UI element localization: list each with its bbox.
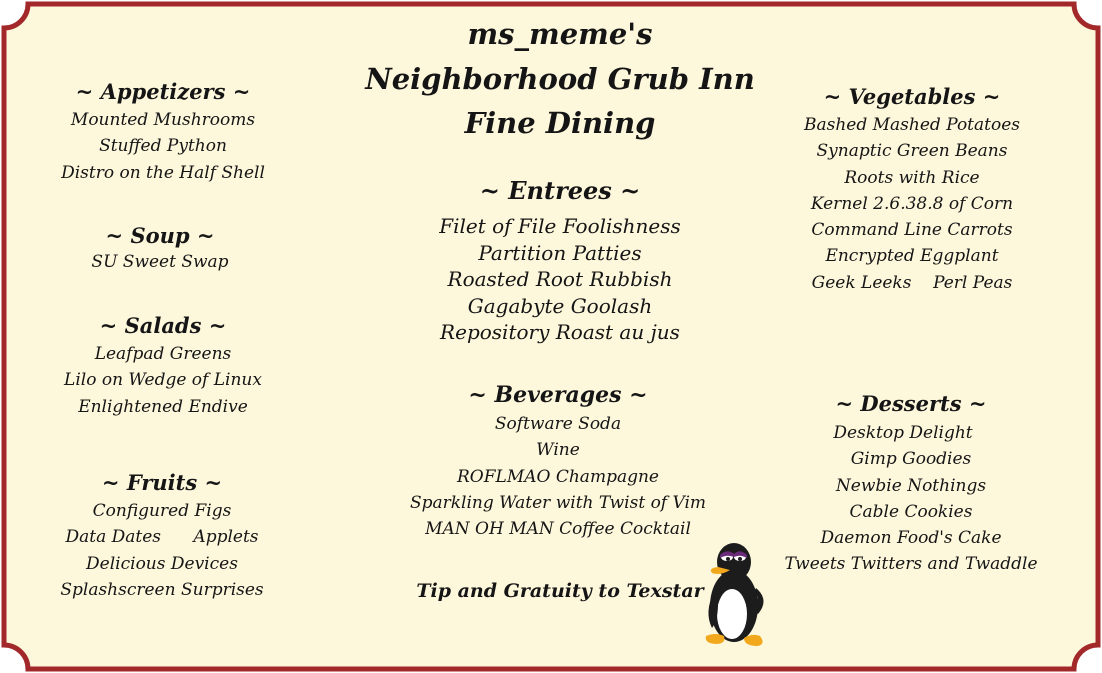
list-item: Roots with Rice	[844, 167, 980, 188]
list-item: Geek Leeks Perl Peas	[811, 272, 1013, 293]
salads-heading: ~ Salads ~	[99, 313, 227, 338]
title-line-1: ms_meme's	[467, 17, 653, 51]
list-item: Lilo on Wedge of Linux	[64, 370, 262, 391]
list-item: Stuffed Python	[99, 136, 227, 157]
fruits-list	[60, 498, 263, 603]
list-item: Kernel 2.6.38.8 of Corn	[810, 193, 1014, 214]
list-item: Leafpad Greens	[94, 344, 232, 364]
title-line-3: Fine Dining	[464, 106, 656, 140]
list-item: Daemon Food's Cake	[820, 528, 1002, 549]
tip-text: Tip and Gratuity to Texstar	[416, 580, 704, 602]
list-item: Desktop Delight	[833, 423, 973, 443]
soup-heading: ~ Soup ~	[105, 223, 215, 248]
list-item: Splashscreen Surprises	[60, 579, 264, 600]
list-item: MAN OH MAN Coffee Cocktail	[425, 519, 691, 540]
list-item: Gimp Goodies	[850, 449, 972, 470]
list-item: Filet of File Foolishness	[439, 214, 681, 238]
list-item: Delicious Devices	[86, 553, 238, 574]
list-item: Roasted Root Rubbish	[447, 267, 673, 291]
beverages-list	[410, 411, 706, 542]
vegetables-heading: ~ Vegetables ~	[823, 84, 1001, 109]
list-item: SU Sweet Swap	[91, 252, 229, 272]
menu-title	[365, 12, 755, 146]
appetizers-list	[61, 107, 265, 186]
penguin-icon	[700, 540, 768, 650]
fruits-heading: ~ Fruits ~	[101, 470, 223, 495]
soup-list	[91, 249, 228, 275]
title-line-2: Neighborhood Grub Inn	[365, 61, 755, 96]
desserts-list	[784, 420, 1037, 578]
list-item: Software Soda	[494, 414, 622, 434]
list-item: Bashed Mashed Potatoes	[803, 115, 1021, 135]
appetizers-heading: ~ Appetizers ~	[75, 79, 251, 104]
list-item: Partition Patties	[478, 240, 642, 265]
salads-list	[64, 341, 262, 420]
list-item: Distro on the Half Shell	[61, 162, 265, 183]
list-item: Enlightened Endive	[78, 396, 248, 417]
vegetables-list	[804, 112, 1020, 296]
beverages-heading: ~ Beverages ~	[468, 382, 648, 408]
list-item: Data Dates Applets	[65, 527, 259, 548]
entrees-list	[439, 213, 681, 346]
list-item: Synaptic Green Beans	[816, 141, 1008, 162]
list-item: Newbie Nothings	[835, 475, 987, 496]
list-item: Command Line Carrots	[811, 220, 1013, 241]
list-item: ROFLMAO Champagne	[457, 466, 659, 487]
list-item: Encrypted Eggplant	[825, 246, 999, 267]
entrees-heading: ~ Entrees ~	[479, 176, 641, 205]
list-item: Wine	[536, 440, 580, 461]
desserts-heading: ~ Desserts ~	[835, 391, 987, 416]
list-item: Repository Roast au jus	[440, 320, 680, 344]
list-item: Tweets Twitters and Twaddle	[784, 554, 1038, 575]
list-item: Mounted Mushrooms	[70, 110, 256, 130]
list-item: Cable Cookies	[849, 501, 973, 522]
list-item: Configured Figs	[92, 501, 232, 521]
list-item: Sparkling Water with Twist of Vim	[409, 492, 707, 513]
list-item: Gagabyte Goolash	[467, 293, 653, 318]
